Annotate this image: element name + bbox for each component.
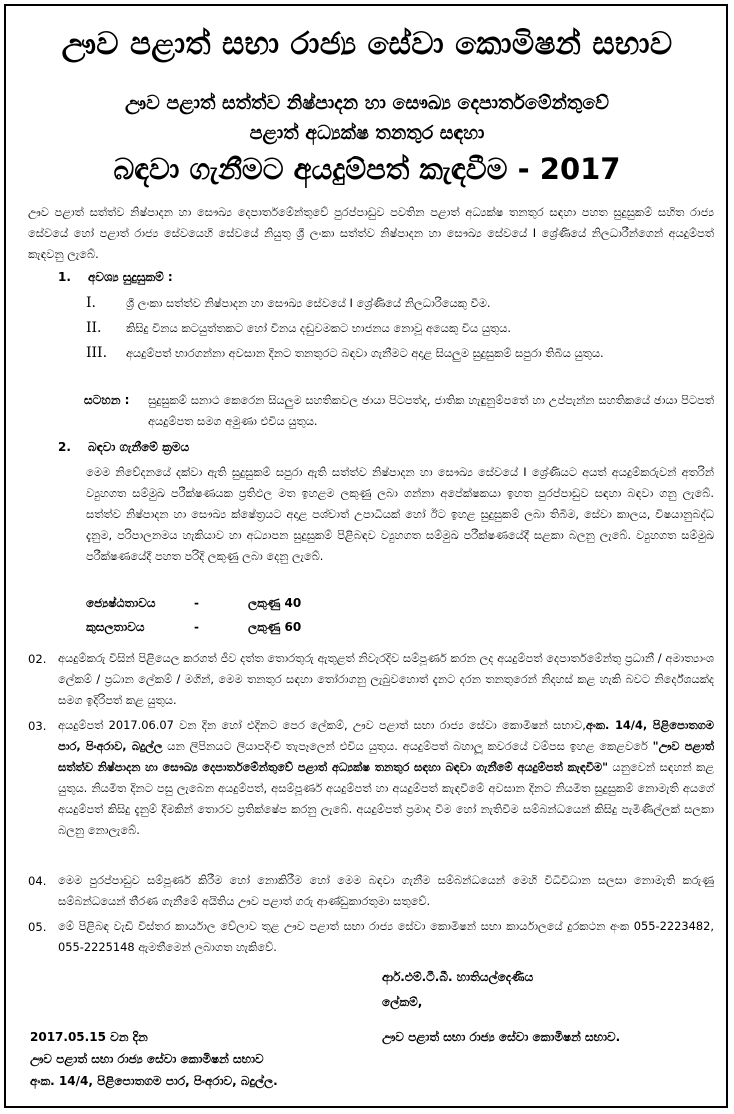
merit-label: කුසලතාවය [86, 620, 145, 634]
para-04-number: 04. [28, 874, 47, 888]
secretary-name: ආර්.එම්.ටී.බී. හාතියල්දෙණිය [382, 970, 534, 984]
para-04-text: මෙම පුරප්පාඩුව සම්පූර්ණ කිරීම හෝ නොකිරීම හෝ මෙම බඳවා ගැනීම සම්බන්ධයෙන් මෙහි විධිවිධාන සලසා නොමැති කරුණු සම්බන්ධයෙන් තීරණ ගැනීමේ අයිතිය ඌව පළාත් ගරු ආණ්ඩුකාරතුමා සතුවේ. [58, 873, 714, 908]
para-02-number: 02. [28, 652, 47, 666]
para-05-number: 05. [28, 920, 47, 934]
para-03-address: අංක. 14/4, පිළිපොතගම පාර, පිංඅරාව, බදුල්ල [58, 718, 714, 753]
para-03-text-c: යනුවෙන් සඳහන් කළ යුතුය. නියමිත දිනට පසු ලැබෙන අයදුම්පත්, අසම්පූර්ණ අයදුම්පත් හා අයදුම්පත් කැඳවීමේ අවසාන දිනට නියමිත සුදුසුකම් නොමැති අයගේ අයදුම්පත් කිසිදු දැනුම් දීමකින් තොරව ප්‍රතික්ෂේප කරනු ලැබේ. අයදුම්පත් ප්‍රමාද වීම හෝ නැතිවීම සම්බන්ධයෙන් කිසිදු පැමිණිල්ලක් සලකා බලනු නොලැබේ. [58, 760, 714, 837]
para-03-envelope-caption: "ඌව පළාත් සත්ත්ව නිෂ්පාදන හා සෞඛ්‍ය දෙපාර්තමේන්තුවේ පළාත් අධ්‍යක්ෂ තනතුර සඳහා බඳවා ගැනීමේ අයදුම්පත් කැඳවීම" [58, 739, 714, 774]
intro-paragraph: ඌව පළාත් සත්ත්ව නිෂ්පාදන හා සෞඛ්‍ය දෙපාර්තමේන්තුවේ පුරප්පාඩුව පවතින පළාත් අධ්‍යක්ෂ තනතුර සඳහා පහත සුදුසුකම් සහිත රාජ්‍ය සේවයේ හෝ පළාත් රාජ්‍ය සේවයෙහි සේවයේ නියුතු ශ්‍රී ලංකා සත්ත්ව නිෂ්පාදන හා සෞඛ්‍ය සේවයේ I ශ්‍රේණියේ නිලධාරීන්ගෙන් අයදුම්පත් කැඳවනු ලැබේ. [28, 205, 714, 261]
secretary-role: ලේකම්, [382, 995, 423, 1009]
commission-title: ඌව පළාත් සභා රාජ්‍ය සේවා කොමිෂන් සභාව [61, 26, 673, 62]
item-3-numeral: III. [86, 345, 108, 361]
merit-dash: - [194, 620, 199, 634]
subtitle-line-2: පළාත් අධ්‍යක්ෂ තනතුර සඳහා [249, 122, 485, 144]
item-3-text: අයදුම්පත් භාරගන්නා අවසාන දිනට තනතුරට බඳවා ගැනීමට අදාළ සියලුම සුදුසුකම් සපුරා තිබිය යුතුය. [126, 346, 604, 360]
para-03-number: 03. [28, 719, 47, 733]
merit-marks: ලකුණු 60 [248, 620, 302, 634]
section-2-text: මෙම නිවේදනයේ දක්වා ඇති සුදුසුකම් සපුරා ඇති සත්ත්ව නිෂ්පාදන හා සෞඛ්‍ය සේවයේ I ශ්‍රේණියට අයත් අයදුම්කරුවන් අතරින් ව්‍යුහගත සම්මුඛ පරීක්ෂණයක ප්‍රතිඵල මත ඉහළම ලකුණු ලබා ගන්නා අපේක්ෂකයා ඉහත පුරප්පාඩුව සඳහා බඳවා ගනු ලැබේ. සත්ත්ව නිෂ්පාදන හා සෞඛ්‍ය ක්ෂේත්‍රයට අදාළ පශ්චාත් උපාධියක් හෝ ඊට ඉහළ සුදුසුකම් ලබා තිබීම, සේවා කාලය, විෂයානුබද්ධ දැනුම, පරිපාලනමය හැකියාව හා අධ්‍යාපන සුදුසුකම් පිළිබඳව ව්‍යුහගත සම්මුඛ පරීක්ෂණයේදී සළකා බලනු ලැබේ. ව්‍යුහගත සම්මුඛ පරීක්ෂණයේදී පහත පරිදි ලකුණු ලබා දෙනු ලැබේ. [86, 465, 714, 563]
notice-date: 2017.05.15 වන දින [30, 1030, 148, 1044]
item-2-text: කිසිදු විනය කටයුත්තකට හෝ විනය දඬුවමකට භාජනය නොවූ අයෙකු විය යුතුය. [126, 321, 511, 335]
section-1-number: 1. [58, 270, 71, 284]
item-2-numeral: II. [86, 320, 102, 336]
para-03-text [58, 715, 714, 841]
seniority-marks: ලකුණු 40 [248, 596, 302, 610]
department-subtitle [10, 88, 724, 148]
para-03-text-a: අයදුම්පත් 2017.06.07 වන දින හෝ එදිනට පෙර ලේකම්, ඌව පළාත් සභා රාජ්‍ය සේවා කොමිෂන් සභාව, [58, 718, 586, 732]
section-2-heading: බඳවා ගැනීමේ ක්‍රමය [88, 440, 190, 454]
note-label: සටහන : [84, 393, 130, 407]
seniority-label: ජ්‍යෙෂ්ඨතාවය [86, 596, 156, 610]
section-2-number: 2. [58, 440, 71, 454]
footer-organization: ඌව පළාත් සභා රාජ්‍ය සේවා කොමිෂන් සභාව [30, 1052, 264, 1066]
secretary-organization: ඌව පළාත් සභා රාජ්‍ය සේවා කොමිෂන් සභාව. [382, 1030, 621, 1044]
subtitle-line-1: ඌව පළාත් සත්ත්ව නිෂ්පාදන හා සෞඛ්‍ය දෙපාර්තමේන්තුවේ [125, 92, 609, 114]
para-03-text-b: යන ලිපිනයට ලියාපදිංචි තැපෑලෙන් එවිය යුතුය. අයදුම්පත් බහාලූ කවරයේ වම්පස ඉහළ කෙළවරේ [162, 739, 653, 753]
main-heading: බඳවා ගැනීමට අයදුම්පත් කැඳවීම - 2017 [113, 152, 621, 186]
section-1-heading: අවශ්‍ය සුදුසුකම් : [88, 270, 173, 284]
para-02-text: අයදුම්කරු විසින් පිළියෙල කරගත් ජීව දත්ත තොරතුරු ඇතුළත් නිවැරදිව සම්පූර්ණ කරන ලද අයදුම්පත් දෙපාර්තමේන්තු ප්‍රධානී / අමාත්‍යාංශ ලේකම් / ප්‍රධාන ලේකම් / මගින්, මෙම තනතුර සඳහා තෝරාගනු ලැබුවහොත් දැනට දරන තනතුරෙන් නිදහස් කළ හැකි බවට නිර්දේශයක්ද සමග ඉදිරිපත් කළ යුතුය. [58, 651, 714, 707]
para-05-text: මේ පිළිබඳ වැඩි විස්තර කාර්යාල වේලාව තුළ ඌව පළාත් සභා රාජ්‍ය සේවා කොමිෂන් සභා කාර්යාලයේ දුරකථන අංක 055-2223482, 055-2225148 ඇමතීමෙන් ලබාගත හැකිවේ. [58, 919, 714, 954]
item-1-text: ශ්‍රී ලංකා සත්ත්ව නිෂ්පාදන හා සෞඛ්‍ය සේවයේ I ශ්‍රේණියේ නිලධාරියෙකු වීම. [126, 296, 491, 310]
item-1-numeral: I. [86, 295, 96, 311]
seniority-dash: - [194, 596, 199, 610]
note-text: සුදුසුකම් සනාථ කෙරෙන සියලුම සහතිකවල ඡායා පිටපත්ද, ජාතික හැඳුනුම්පතේ හා උප්පැන්න සහතිකයේ ඡායා පිටපත් අයදුම්පත සමග අමුණා එවිය යුතුය. [148, 393, 714, 428]
footer-address: අංක. 14/4, පිළිපොතගම පාර, පිංඅරාව, බදුල්ල. [30, 1074, 278, 1088]
